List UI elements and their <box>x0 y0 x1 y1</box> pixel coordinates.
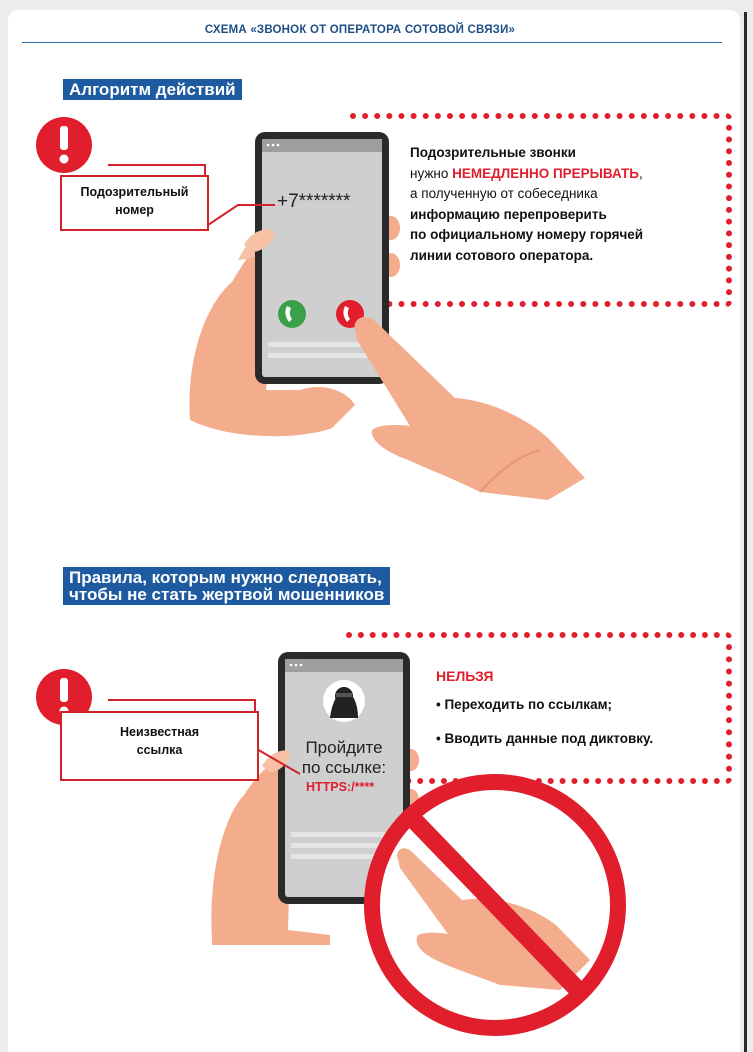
callout-line-1: Подозрительный <box>80 185 189 199</box>
text-line-2-red: НЕМЕДЛЕННО ПРЕРЫВАТЬ <box>452 165 639 181</box>
suspicious-link: HTTPS:/**** <box>306 780 375 794</box>
phone-message-line-2: по ссылке: <box>301 758 387 777</box>
phone-statusbar-2 <box>285 659 403 672</box>
callout-unknown-link <box>60 711 259 781</box>
text-line-5: по официальному номеру горячей <box>410 227 644 242</box>
page-title: СХЕМА «ЗВОНОК ОТ ОПЕРАТОРА СОТОВОЙ СВЯЗИ» <box>204 24 516 36</box>
rules-label-line-1: Правила, которым нужно следовать, <box>69 568 382 587</box>
text-line-1: Подозрительные звонки <box>410 145 576 160</box>
rule-item-1: • Переходить по ссылкам; <box>436 697 613 712</box>
section-label-algorithm: Алгоритм действий <box>63 79 242 100</box>
rules-label-line-2: чтобы не стать жертвой мошенников <box>69 585 385 604</box>
text-line-3: а полученную от собеседника <box>410 186 598 201</box>
phone-message-line-1: Пройдите <box>305 738 383 757</box>
rule-item-2: • Вводить данные под диктовку. <box>436 731 654 746</box>
text-line-2-post: , <box>639 165 643 181</box>
text-line-4: информацию перепроверить <box>410 206 607 222</box>
callout2-line-1: Неизвестная <box>119 725 200 739</box>
callout-line-2: номер <box>115 203 154 217</box>
text-line-6: линии сотового оператора. <box>410 247 594 263</box>
text-line-2-pre: нужно <box>410 165 453 181</box>
forbidden-title: НЕЛЬЗЯ <box>436 668 494 684</box>
phone-message <box>290 738 398 778</box>
callout2-line-2: ссылка <box>136 743 183 757</box>
phone-number: +7******* <box>277 191 351 212</box>
